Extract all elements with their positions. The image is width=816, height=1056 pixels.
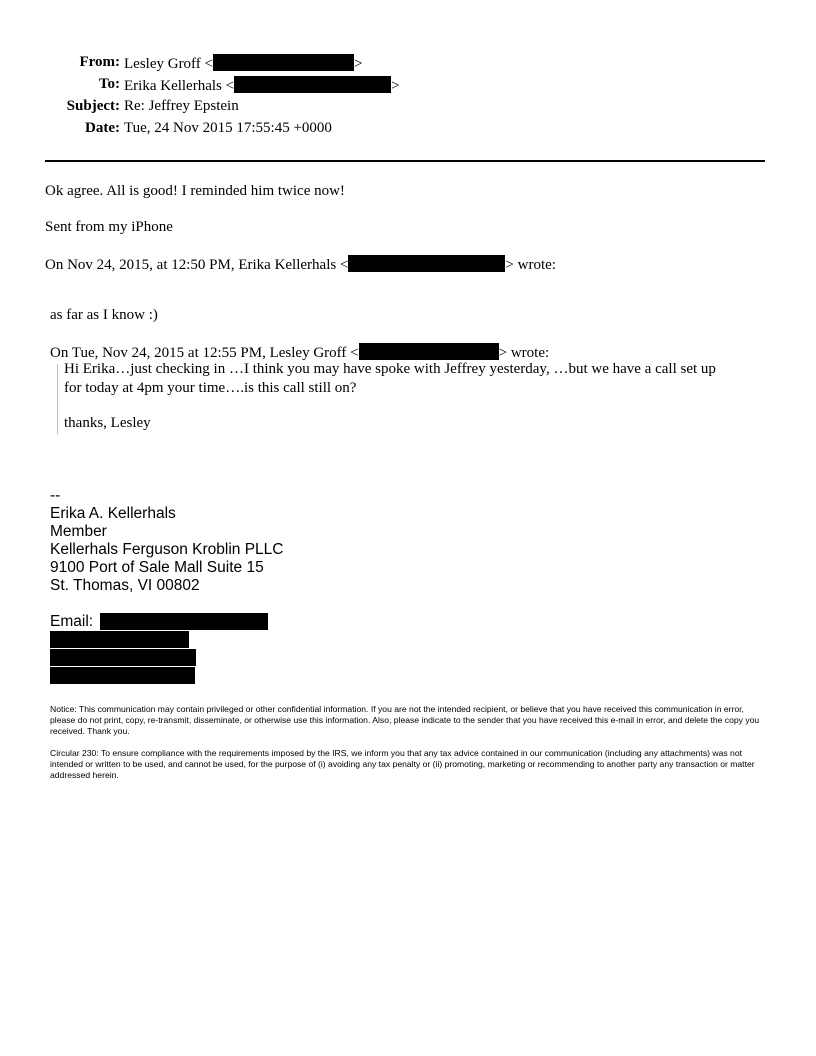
signature-address-2: St. Thomas, VI 00802 bbox=[50, 577, 200, 594]
redaction-box bbox=[50, 667, 195, 684]
from-angle-close: > bbox=[354, 56, 363, 72]
redaction-box bbox=[50, 649, 196, 666]
quote-header-2-prefix: On Tue, Nov 24, 2015 at 12:55 PM, Lesley Groff < bbox=[50, 345, 359, 361]
date-label: Date: bbox=[85, 120, 120, 136]
redaction-box bbox=[50, 631, 189, 648]
redaction-box bbox=[213, 54, 354, 71]
signature-firm: Kellerhals Ferguson Kroblin PLLC bbox=[50, 541, 284, 558]
reply-line: as far as I know :) bbox=[50, 307, 158, 323]
to-field bbox=[124, 76, 400, 95]
confidentiality-notice: Notice: This communication may contain privileged or other confidential information. If you are not the intended recipient, or believe that you have received this communication in error, please do not print, copy, re-transmit, disseminate, or otherwise use this information. Also, please indicate to the sender that you have received this e-mail in error, and delete the copy you received. Thank you. bbox=[50, 704, 760, 736]
signature-separator: -- bbox=[50, 487, 61, 504]
to-name: Erika Kellerhals < bbox=[124, 78, 235, 94]
date-value: Tue, 24 Nov 2015 17:55:45 +0000 bbox=[124, 120, 332, 136]
from-label: From: bbox=[79, 54, 120, 70]
body-line-2: Sent from my iPhone bbox=[45, 219, 173, 235]
redaction-box bbox=[100, 613, 268, 630]
from-name: Lesley Groff < bbox=[124, 56, 213, 72]
quote-header-1 bbox=[45, 255, 556, 274]
quote-header-2 bbox=[50, 343, 549, 362]
redaction-box bbox=[348, 255, 505, 272]
quote-header-1-prefix: On Nov 24, 2015, at 12:50 PM, Erika Kellerhals < bbox=[45, 257, 349, 273]
body-line-1: Ok agree. All is good! I reminded him twice now! bbox=[45, 183, 345, 199]
signature-name: Erika A. Kellerhals bbox=[50, 505, 176, 522]
quote-header-2-suffix: > wrote: bbox=[498, 345, 550, 361]
circular-230-notice: Circular 230: To ensure compliance with the requirements imposed by the IRS, we inform you that any tax advice contained in our communication (including any attachments) was not intended or written to be used, and cannot be used, for the purpose of (i) avoiding any tax penalty or (ii) promoting, marketing or recommending to another party any transaction or matter addressed herein. bbox=[50, 748, 755, 780]
quote-bar bbox=[57, 364, 58, 434]
signature-email-label: Email: bbox=[50, 613, 94, 630]
subject-label: Subject: bbox=[66, 98, 120, 114]
nested-line-2: for today at 4pm your time….is this call still on? bbox=[64, 380, 357, 396]
signature-title: Member bbox=[50, 523, 107, 540]
signature-address-1: 9100 Port of Sale Mall Suite 15 bbox=[50, 559, 264, 576]
signature-email bbox=[50, 613, 93, 631]
redaction-box bbox=[234, 76, 391, 93]
header-divider bbox=[45, 160, 765, 162]
to-angle-close: > bbox=[391, 78, 400, 94]
redaction-box bbox=[359, 343, 499, 360]
nested-line-3: thanks, Lesley bbox=[64, 415, 151, 431]
from-field bbox=[124, 54, 362, 73]
subject-value: Re: Jeffrey Epstein bbox=[124, 98, 239, 114]
to-label: To: bbox=[98, 76, 120, 92]
quote-header-1-suffix: > wrote: bbox=[505, 257, 556, 273]
nested-line-1: Hi Erika…just checking in …I think you may have spoke with Jeffrey yesterday, …but we have a call set up bbox=[64, 361, 716, 377]
